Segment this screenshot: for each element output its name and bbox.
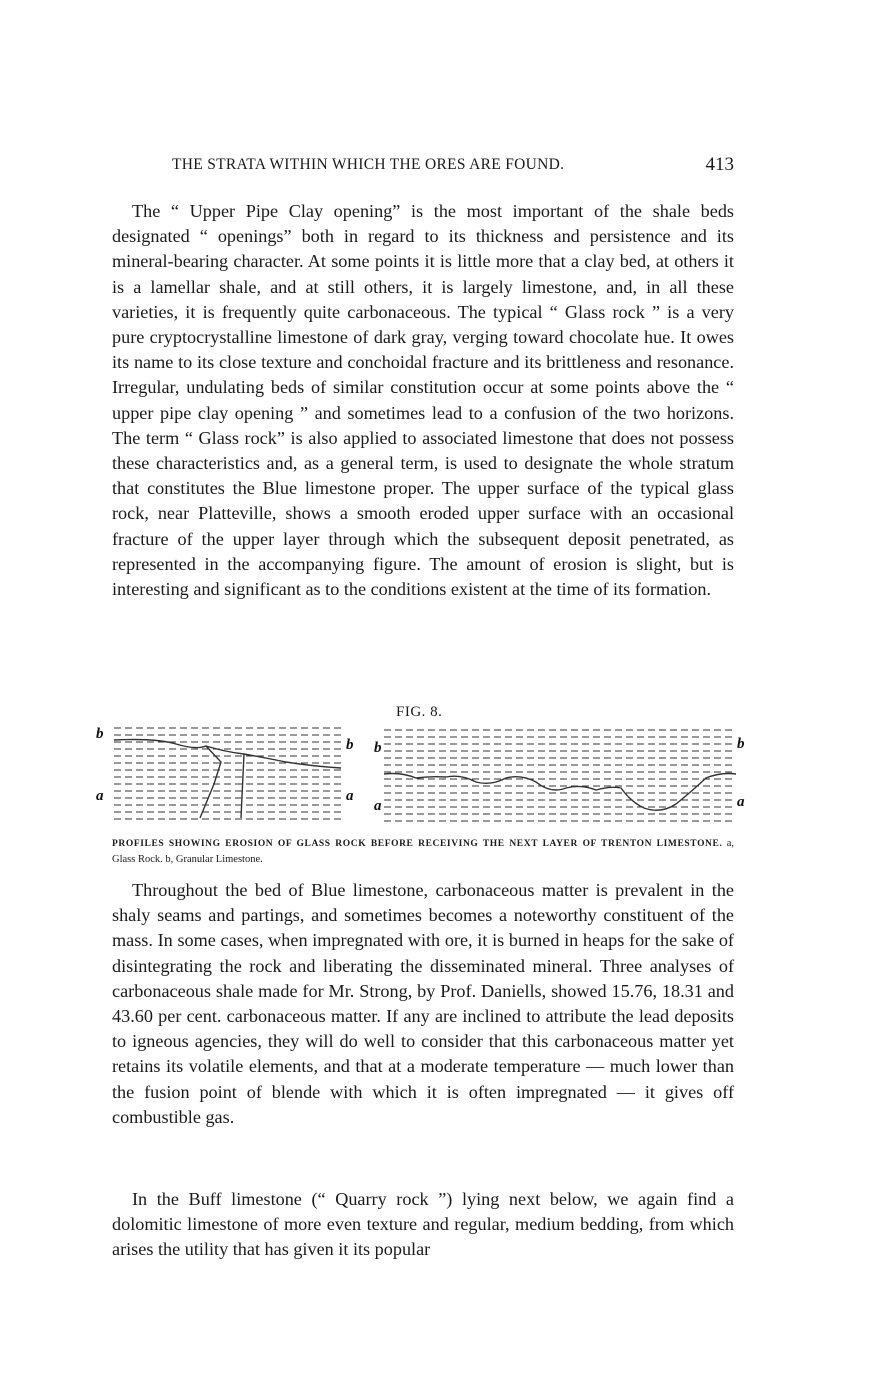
figure-label: FIG. 8. [396,704,443,720]
caption-lead: PROFILES SHOWING EROSION OF GLASS ROCK BEFORE RECEIVING THE NEXT LAYER OF TRENTON LIMESTONE. [112,839,723,849]
right-label-b-left: b [374,740,382,756]
page-number: 413 [705,154,734,175]
right-panel-strata [384,730,736,821]
right-label-a-left: a [374,798,382,814]
running-header [172,156,734,180]
left-label-a-right: a [346,788,354,804]
figure-caption [112,836,734,867]
paragraph-blue-limestone: Throughout the bed of Blue limestone, carbonaceous matter is prevalent in the shaly seams and partings, and sometimes becomes a noteworthy constituent of the mass. In some cases, when impregnated with ore, it is burned in heaps for the sake of disintegrating the rock and liberating the disseminated mineral. Three analyses of carbonaceous shale made for Mr. Strong, by Prof. Daniells, showed 15.76, 18.31 and 43.60 per cent. carbonaceous matter. If any are inclined to attribute the lead deposits to igneous agencies, they will do well to consider that this carbonaceous matter yet retains its volatile elements, and that at a moderate temperature — much lower than the fusion point of blende with which it is often impregnated — it gives off combustible gas. [112,880,734,1127]
caption-legend: a, Glass Rock. b, Granular Limestone. [112,838,734,865]
paragraph-upper-pipe-clay: The “ Upper Pipe Clay opening” is the most important of the shale beds designated “ openings” both in regard to its thickness and persistence and its mineral-bearing character. At some points it is little more that a clay bed, at others it is a lamellar shale, and at still others, it is largely limestone, and, in all these varieties, it is frequently quite carbonaceous. The typical “ Glass rock ” is a very pure cryptocrystalline limestone of dark gray, verging toward chocolate hue. It owes its name to its close texture and conchoidal fracture and its brittleness and resonance. Irregular, undulating beds of similar constitution occur at some points above the “ upper pipe clay opening ” and sometimes lead to a confusion of the two horizons. The term “ Glass rock” is also applied to associated limestone that does not possess these characteristics and, as a general term, is used to designate the whole stratum that constitutes the Blue limestone proper. The upper surface of the typical glass rock, near Platteville, shows a smooth eroded upper surface with an occasional fracture of the upper layer through which the subsequent deposit penetrated, as represented in the accompanying figure. The amount of erosion is slight, but is interesting and significant as to the conditions existent at the time of its formation. [112,201,734,600]
right-label-b-right: b [737,736,745,752]
right-label-a-right: a [737,794,745,810]
figure-8-erosion-profiles [96,722,756,832]
left-label-b-top: b [96,726,104,742]
left-panel-erosion-line [114,740,341,819]
left-label-b-right: b [346,737,354,753]
paragraph-buff-limestone: In the Buff limestone (“ Quarry rock ”) lying next below, we again find a dolomitic limestone of more even texture and regular, medium bedding, from which arises the utility that has given it its popular [112,1189,734,1260]
left-label-a-left: a [96,788,104,804]
left-panel-strata [114,728,341,819]
running-title: THE STRATA WITHIN WHICH THE ORES ARE FOUND. [172,156,565,173]
